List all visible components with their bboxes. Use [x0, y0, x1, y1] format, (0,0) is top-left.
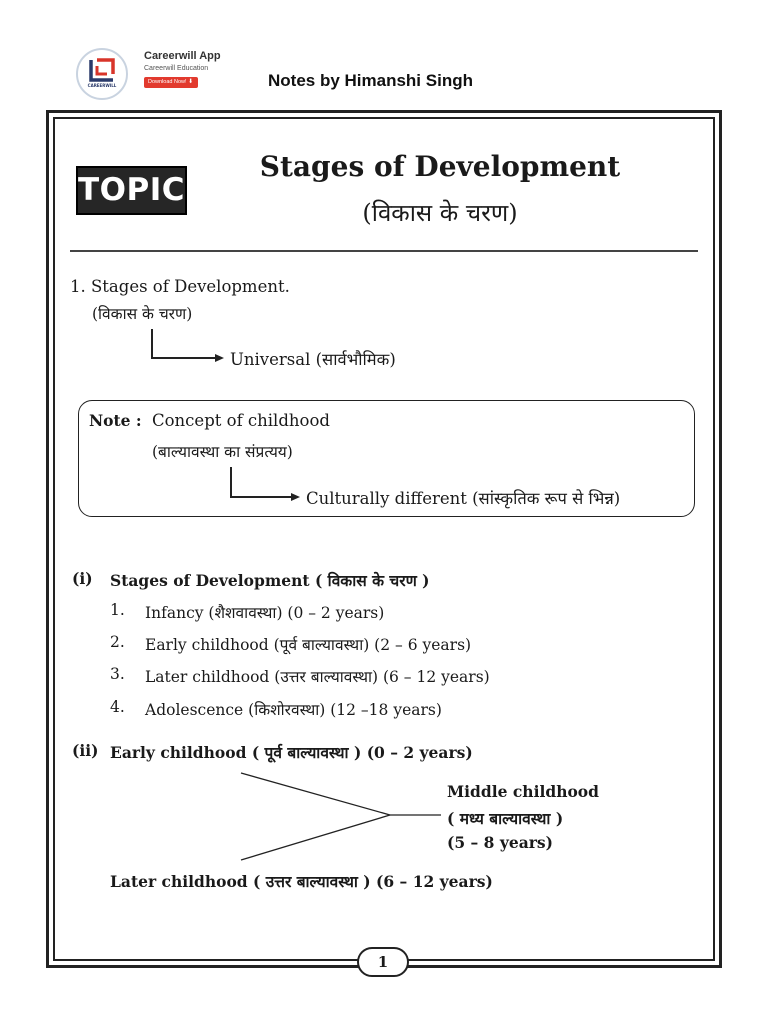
- list-item: Infancy (शैशवावस्था) (0 – 2 years): [145, 604, 385, 622]
- page-title: Stages of Development: [259, 150, 621, 183]
- logo-text: CAREERWILL: [87, 83, 117, 88]
- section-ii-heading: Early childhood ( पूर्व बाल्यावस्था ) (0 – 2 years): [110, 743, 473, 762]
- middle-childhood-hindi: ( मध्य बाल्यावस्था ): [447, 809, 564, 828]
- list-item-number: 4.: [110, 698, 125, 716]
- connector-line: [230, 496, 292, 498]
- list-item: Later childhood (उत्तर बाल्यावस्था) (6 – 12 years): [145, 668, 490, 686]
- list-item: Early childhood (पूर्व बाल्यावस्था) (2 – 6 years): [145, 636, 472, 654]
- list-item-number: 3.: [110, 665, 125, 683]
- note-concept: Concept of childhood: [152, 411, 330, 430]
- download-arrow-icon: ⬇: [188, 79, 194, 85]
- connector-line: [230, 467, 232, 497]
- app-subtitle: Careerwill Education: [144, 65, 209, 72]
- section1-heading: 1. Stages of Development.: [70, 277, 290, 296]
- note-label: Note :: [89, 411, 142, 430]
- middle-childhood-label: Middle childhood: [447, 782, 599, 801]
- note-concept-hindi: (बाल्यावस्था का संप्रत्यय): [152, 443, 293, 461]
- connector-line: [151, 329, 153, 358]
- section1-heading-hindi: (विकास के चरण): [92, 305, 193, 323]
- download-label: Download Now!: [148, 79, 187, 85]
- list-item-number: 1.: [110, 601, 125, 619]
- app-name: Careerwill App: [144, 50, 221, 62]
- section-i-heading: Stages of Development ( विकास के चरण ): [110, 571, 430, 590]
- culturally-different-label: Culturally different (सांस्कृतिक रूप से भिन्न): [306, 489, 621, 508]
- section-i-numeral: (i): [72, 569, 93, 588]
- connector-line: [151, 357, 216, 359]
- download-button[interactable]: [144, 77, 198, 88]
- section-ii-numeral: (ii): [72, 741, 99, 760]
- topic-badge: TOPIC: [76, 166, 187, 215]
- page-number: 1: [357, 947, 409, 977]
- careerwill-logo-mark-icon: [89, 58, 115, 82]
- list-item-number: 2.: [110, 633, 125, 651]
- title-divider: [70, 250, 698, 252]
- branch-lines: [236, 770, 446, 864]
- middle-childhood-years: (5 – 8 years): [447, 833, 553, 852]
- later-childhood-line: Later childhood ( उत्तर बाल्यावस्था ) (6 – 12 years): [110, 872, 493, 891]
- page-subtitle: (विकास के चरण): [362, 199, 518, 227]
- arrow-right-icon: [291, 493, 300, 501]
- universal-label: Universal (सार्वभौमिक): [230, 350, 396, 369]
- list-item: Adolescence (किशोरवस्था) (12 –18 years): [145, 701, 442, 719]
- arrow-right-icon: [215, 354, 224, 362]
- author-line: Notes by Himanshi Singh: [268, 71, 473, 90]
